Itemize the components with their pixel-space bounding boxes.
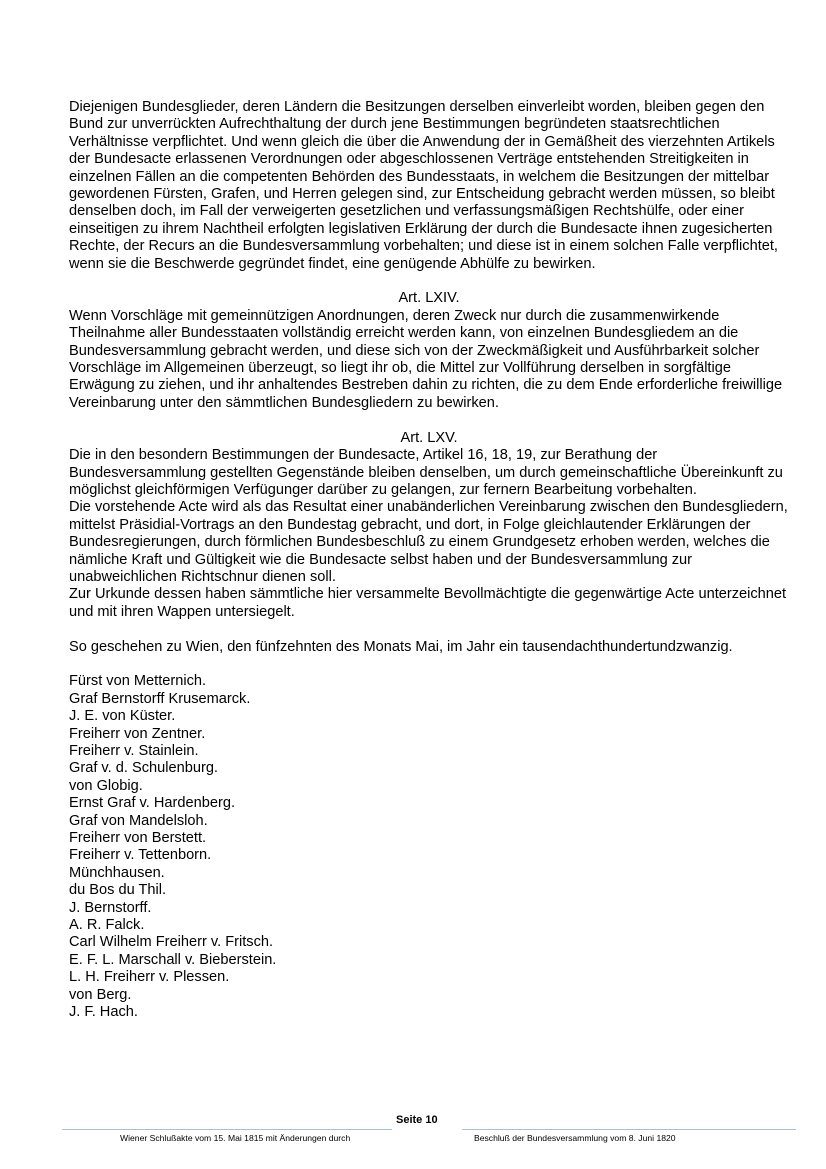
signatory: A. R. Falck.: [69, 917, 145, 934]
paragraph-resolution: Die vorstehende Acte wird als das Resultat einer unabänderlichen Vereinbarung zwischen den Bundesgliedern, mittelst Präsidial-Vortrags an den Bundestag gebracht, und dort, in Folge gleichlautender Erklärungen der Bundesregierungen, durch förmlichen Bundesbeschluß zu einem Grundgesetz erhoben werden, welches die nämliche Kraft und Gültigkeit wie die Bundesacte selbst haben und der Bundesversammlung zur unabweichlichen Richtschnur dienen soll.: [69, 499, 788, 585]
footer-divider-left: [62, 1129, 392, 1130]
signatory: Graf v. d. Schulenburg.: [69, 760, 218, 777]
signatory: Fürst von Metternich.: [69, 673, 207, 690]
signatory: von Globig.: [69, 777, 143, 794]
footer-caption-left: Wiener Schlußakte vom 15. Mai 1815 mit Änderungen durch: [120, 1133, 351, 1143]
signatory: Graf Bernstorff Krusemarck.: [69, 690, 251, 707]
footer-divider-right: [462, 1129, 796, 1130]
signatory: Freiherr von Zentner.: [69, 725, 206, 742]
signatory: Freiherr von Berstett.: [69, 830, 207, 846]
signatory: Münchhausen.: [69, 864, 165, 881]
signatory-list: [69, 673, 789, 1021]
signatory: du Bos du Thil.: [69, 882, 167, 899]
signatory: J. Bernstorff.: [69, 899, 152, 916]
paragraph-attestation: Zur Urkunde dessen haben sämmtliche hier versammelte Bevollmächtigte die gegenwärtige Acte unterzeichnet und mit ihren Wappen untersiegelt.: [69, 586, 787, 620]
paragraph-mediatized-territories: Diejenigen Bundesglieder, deren Ländern die Besitzungen derselben einverleibt worden, bleiben gegen den Bund zur unverrückten Aufrechthaltung der durch jene Bestimmungen begründeten staatsrechtlichen Verhältnisse verpflichtet. Und wenn gleich die über die Anwendung der in Gemäßheit des vierzehnten Artikels der Bundesacte erlassenen Verordnungen oder abgeschlossenen Verträge entstehenden Streitigkeiten in einzelnen Fällen an die competenten Behörden des Bundesstaats, in welchem die Besitzungen der mittelbar gewordenen Fürsten, Grafen, und Herren gelegen sind, zur Entscheidung gebracht werden müssen, so bleibt denselben doch, im Fall der verweigerten gesetzlichen und verfassungsmäßigen Rechtshülfe, oder einer einseitigen zu ihrem Nachtheil erfolgten legislativen Erklärung der durch die Bundesacte ihnen zugesicherten Rechte, der Recurs an die Bundesversammlung vorbehalten; und diese ist in einem solchen Falle verpflichtet, wenn sie die Beschwerde gegründet findet, eine genügende Abhülfe zu bewirken.: [69, 99, 778, 272]
document-body: [69, 99, 789, 1021]
article-heading-lxiv: Art. LXIV.: [398, 290, 460, 307]
paragraph-article-lxv: Die in den besondern Bestimmungen der Bundesacte, Artikel 16, 18, 19, zur Berathung der Bundesversammlung gestellten Gegenstände bleiben denselben, um durch gemeinschaftliche Übereinkunft zu möglichst gleichförmigen Verfügunger darüber zu gelangen, zur fernern Bearbeitung vorbehalten.: [69, 447, 783, 498]
signatory: Freiherr v. Tettenborn.: [69, 847, 212, 864]
signatory: Freiherr v. Stainlein.: [69, 742, 199, 759]
signatory: Ernst Graf v. Hardenberg.: [69, 795, 236, 812]
signatory: J. E. von Küster.: [69, 708, 176, 725]
signatory: von Berg.: [69, 986, 132, 1003]
signatory: Carl Wilhelm Freiherr v. Fritsch.: [69, 934, 274, 951]
paragraph-article-lxiv: Wenn Vorschläge mit gemeinnützigen Anordnungen, deren Zweck nur durch die zusammenwirkende Theilnahme aller Bundesstaaten vollständig erreicht werden kann, von einzelnen Bundesgliedem an die Bundesversammlung gebracht werden, und diese sich von der Zweckmäßigkeit und Ausführbarkeit solcher Vorschläge im Allgemeinen überzeugt, so liegt ihr ob, die Mittel zur Vollführung derselben in sorgfältige Erwägung zu ziehen, und ihr anhaltendes Bestreben dahin zu richten, die zu dem Ende erforderliche freiwillige Vereinbarung unter den sämmtlichen Bundesgliedern zu bewirken.: [69, 307, 783, 411]
footer-caption-right: Beschluß der Bundesversammlung vom 8. Juni 1820: [474, 1133, 676, 1143]
article-heading-lxv: Art. LXV.: [400, 429, 458, 446]
signatory: Graf von Mandelsloh.: [69, 812, 208, 829]
signatory: E. F. L. Marschall v. Bieberstein.: [69, 951, 277, 968]
page-number: Seite 10: [396, 1114, 438, 1126]
signatory: L. H. Freiherr v. Plessen.: [69, 969, 230, 986]
signatory: J. F. Hach.: [69, 1004, 138, 1021]
paragraph-date-place: So geschehen zu Wien, den fünfzehnten des Monats Mai, im Jahr ein tausendachthundertundzwanzig.: [69, 638, 733, 655]
